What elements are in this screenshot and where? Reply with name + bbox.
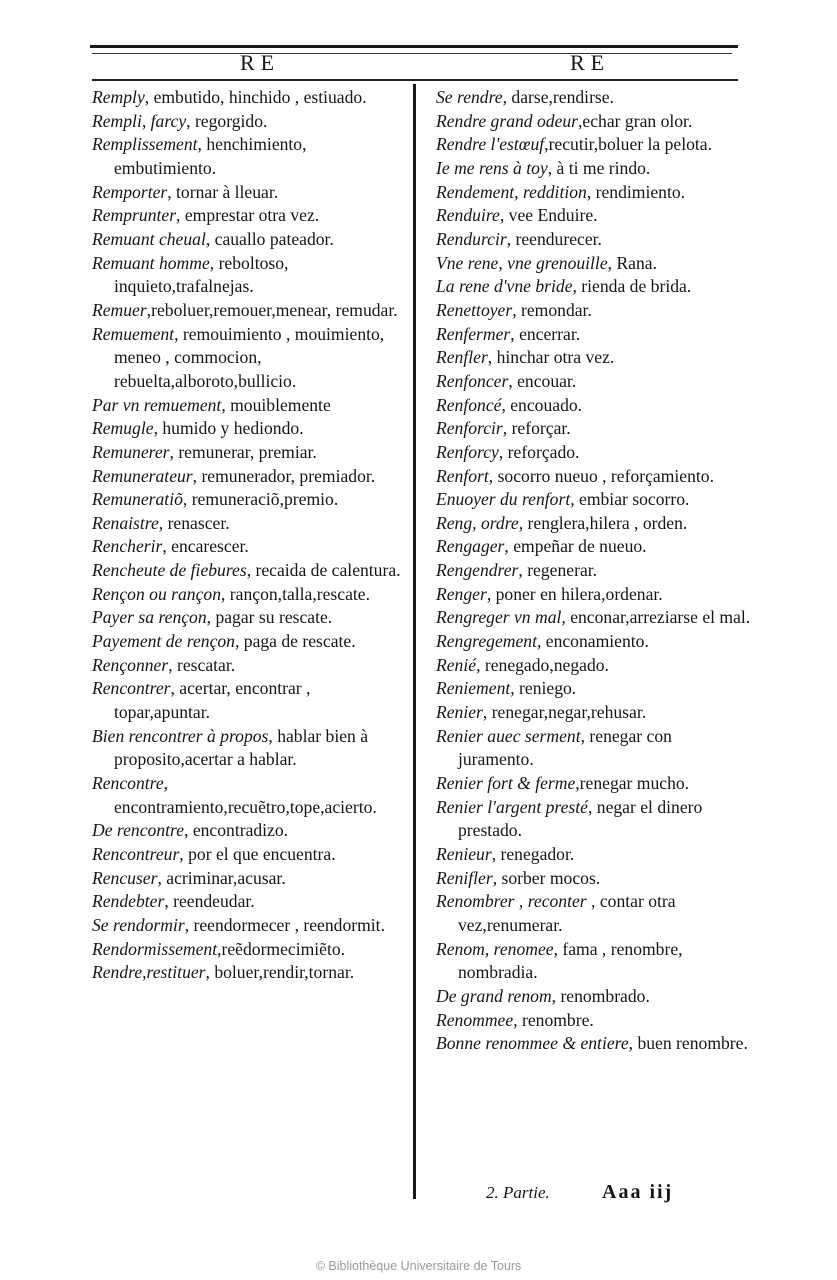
part-text: 2. Partie. [486,1183,550,1202]
dictionary-entry [92,488,408,512]
entry-headword: Renier [436,702,483,723]
dictionary-entry [436,654,752,678]
dictionary-entry [92,890,408,914]
entry-definition: , reforçado. [498,441,580,462]
entry-headword: Renfort [436,465,489,486]
entry-headword: Renifler [436,867,493,888]
entry-headword: Remuneratiõ [92,489,183,510]
entry-headword: Rendre l'estœuf [436,134,545,155]
entry-definition: , cauallo pateador. [205,228,334,249]
entry-definition: , fama , renombre, nombradia. [458,938,683,983]
entry-definition: , encouado. [501,394,583,415]
entry-definition: ,renegar mucho. [575,773,690,794]
dictionary-entry [436,1009,752,1033]
entry-headword: Remprunter [92,205,177,226]
entry-headword: Remunerer [92,441,170,462]
entry-headword: Renfoncer [436,370,509,391]
entry-headword: Bien rencontrer à propos [92,725,269,746]
dictionary-entry [92,204,408,228]
dictionary-entry [92,630,408,654]
entry-definition: , reboltoso, inquieto,trafalnejas. [114,252,289,297]
entry-headword: Renger [436,583,487,604]
entry-definition: , humido y hediondo. [153,418,304,439]
entry-headword: Renombrer , reconter [436,891,587,912]
entry-definition: , encontramiento,recuẽtro,tope,acierto. [114,773,377,817]
column-divider [413,84,416,1199]
entry-definition: , darse,rendirse. [502,87,614,107]
entry-headword: Rençonner [92,654,169,675]
entry-headword: Remporter [92,181,168,202]
entry-headword: Rencontre [92,773,164,794]
dictionary-entry [92,394,408,418]
dictionary-entry [436,252,752,276]
entry-headword: Rendre grand odeur [436,110,579,131]
dictionary-entry [436,559,752,583]
entry-headword: Rencuser [92,867,158,888]
entry-definition: ,reboluer,remouer,menear, remudar. [146,299,398,320]
entry-headword: Remuer [92,299,147,320]
dictionary-entry [92,914,408,938]
entry-headword: De rencontre [92,820,185,841]
entry-definition: , renegado,negado. [476,654,609,675]
dictionary-entry [92,417,408,441]
entry-headword: Rengreger vn mal [436,607,562,628]
dictionary-entry [92,299,408,323]
dictionary-entry [92,867,408,891]
entry-headword: Rençon ou rançon [92,583,221,604]
entry-headword: Bonne renommee & entiere [436,1033,629,1054]
dictionary-entry [436,488,752,512]
entry-headword: Rencherir [92,536,163,557]
entry-headword: Remuant homme [92,252,210,273]
dictionary-entry [92,86,408,110]
dictionary-entry [436,677,752,701]
entry-definition: , rançon,talla,rescate. [221,583,370,604]
entry-headword: De grand renom [436,985,552,1006]
entry-headword: Rencontrer [92,678,171,699]
entry-definition: , enconamiento. [536,631,649,652]
entry-definition: , à ti me rindo. [547,157,651,178]
entry-definition: , acriminar,acusar. [157,867,286,888]
entry-definition: , reendurecer. [506,228,602,249]
entry-headword: Rendement, reddition [436,181,587,202]
dictionary-entry [92,535,408,559]
entry-definition: , socorro nueuo , reforçamiento. [488,465,714,486]
entry-definition: , rienda de brida. [572,276,692,297]
entry-definition: , Rana. [607,252,657,273]
entry-headword: Rendre,restituer [92,962,206,983]
entry-headword: Rendurcir [436,228,507,249]
dictionary-entry [436,204,752,228]
entry-definition: , por el que encuentra. [179,844,336,864]
dictionary-entry [92,323,408,394]
dictionary-entry [436,630,752,654]
entry-definition: , embiar socorro. [570,489,690,510]
running-head-left: RE [240,50,281,75]
dictionary-entry [436,465,752,489]
entry-headword: Rengager [436,536,505,557]
dictionary-entry [436,299,752,323]
dictionary-entry [92,654,408,678]
dictionary-entry [92,465,408,489]
entry-headword: Renettoyer [436,299,513,320]
dictionary-entry [436,606,752,630]
entry-definition: , regorgido. [186,110,268,131]
entry-definition: , hinchar otra vez. [487,347,615,368]
dictionary-entry [436,181,752,205]
entry-definition: , mouiblemente [221,394,331,415]
entry-headword: Payement de rençon [92,631,235,652]
entry-definition: , embutido, hinchido , estiuado. [144,87,367,107]
header-rule [92,79,738,81]
entry-headword: Renier l'argent presté [436,796,588,817]
dictionary-entry [92,606,408,630]
entry-definition: , encouar. [508,370,577,391]
entry-headword: Remuant cheual [92,228,206,249]
entry-headword: Rendebter [92,891,165,912]
dictionary-entry [92,133,408,180]
entry-headword: Reng, ordre [436,512,519,533]
entry-definition: ,echar gran olor. [578,110,693,131]
entry-headword: Remply [92,87,145,107]
dictionary-entry [436,133,752,157]
entry-headword: Renforcy [436,441,499,462]
dictionary-entry [436,843,752,867]
dictionary-entry [436,441,752,465]
entry-definition: ,reẽdormecimiẽto. [217,938,346,959]
entry-headword: Rempli, farcy [92,110,187,131]
entry-headword: Renié [436,654,477,675]
dictionary-entry [436,867,752,891]
entry-headword: Renier fort & ferme [436,773,576,794]
entry-definition: , renegar,negar,rehusar. [482,702,647,723]
entry-definition: , empeñar de nueuo. [504,536,647,557]
dictionary-entry [436,110,752,134]
entry-definition: , encontradizo. [184,820,289,841]
entry-definition: , renombre. [513,1009,594,1030]
entry-headword: Renom, renomee [436,938,554,959]
dictionary-entry [92,228,408,252]
dictionary-entry [436,772,752,796]
dictionary-entry [436,583,752,607]
entry-definition: , buen renombre. [628,1033,748,1054]
entry-definition: , remunerador, premiador. [192,465,376,486]
dictionary-entry [92,843,408,867]
entry-definition: , regenerar. [518,560,598,581]
entry-definition: , tornar à lleuar. [167,181,279,202]
entry-definition: , encerrar. [510,323,581,344]
left-column [92,86,408,985]
entry-definition: , hablar bien à proposito,acertar a hablar. [114,725,369,770]
entry-headword: Rendormissement [92,938,218,959]
entry-headword: Renier auec serment [436,725,581,746]
entry-headword: Renommee [436,1009,514,1030]
entry-definition: , rescatar. [168,654,236,675]
entry-headword: La rene d'vne bride [436,276,573,297]
entry-definition: , recaida de calentura. [246,560,401,581]
entry-definition: , paga de rescate. [234,631,356,652]
dictionary-entry [436,890,752,937]
entry-definition: ,recutir,boluer la pelota. [544,134,712,155]
dictionary-entry [92,181,408,205]
entry-headword: Reniement [436,678,511,699]
entry-definition: , remunerar, premiar. [169,441,317,462]
dictionary-entry [92,725,408,772]
entry-headword: Renduire [436,205,500,226]
entry-definition: , negar el dinero prestado. [458,796,703,841]
dictionary-entry [436,535,752,559]
entry-definition: , enconar,arreziarse el mal. [561,607,751,628]
entry-headword: Payer sa rençon [92,607,207,628]
entry-definition: , rendimiento. [586,181,686,202]
entry-definition: , renglera,hilera , orden. [518,512,688,533]
entry-definition: , boluer,rendir,tornar. [205,962,355,983]
dictionary-entry [436,701,752,725]
dictionary-entry [92,512,408,536]
entry-definition: , remondar. [512,299,592,320]
entry-headword: Renfler [436,347,488,368]
library-credit: © Bibliothèque Universitaire de Tours [315,1259,522,1273]
entry-definition: , remuneraciõ,premio. [182,489,339,510]
entry-headword: Remugle [92,418,154,439]
right-column [436,86,752,1056]
entry-headword: Renforcir [436,418,503,439]
dictionary-entry [92,961,408,985]
dictionary-entry [92,819,408,843]
dictionary-entry [92,583,408,607]
entry-headword: Remunerateur [92,465,193,486]
dictionary-entry [436,346,752,370]
dictionary-entry [436,938,752,985]
entry-headword: Renfoncé [436,394,502,415]
entry-definition: , contar otra vez,renumerar. [458,891,676,935]
dictionary-entry [436,86,752,110]
entry-headword: Renieur [436,844,492,864]
signature-mark: Aaa iij [602,1181,674,1203]
entry-definition: , reendeudar. [164,891,255,912]
entry-definition: , acertar, encontrar , topar,apuntar. [114,678,311,723]
dictionary-entry [436,1032,752,1056]
entry-headword: Se rendormir [92,914,185,935]
entry-definition: , remouimiento , mouimiento, meneo , commocion, rebuelta,alboroto,bullicio. [114,323,385,391]
dictionary-entry [92,559,408,583]
entry-headword: Rencheute de fiebures [92,560,247,581]
entry-definition: , reforçar. [502,418,571,439]
entry-headword: Ie me rens à toy [436,157,548,178]
dictionary-entry [436,417,752,441]
dictionary-entry [436,228,752,252]
part-label [478,1183,550,1203]
entry-definition: , sorber mocos. [492,867,601,888]
entry-headword: Remuement [92,323,175,344]
dictionary-entry [436,985,752,1009]
entry-definition: , emprestar otra vez. [176,205,320,226]
entry-headword: Remplissement [92,134,198,155]
dictionary-entry [436,394,752,418]
entry-definition: , reniego. [510,678,577,699]
entry-headword: Vne rene, vne grenouille [436,252,608,273]
dictionary-entry [436,323,752,347]
dictionary-entry [436,370,752,394]
dictionary-entry [436,796,752,843]
entry-definition: , pagar su rescate. [206,607,333,628]
dictionary-entry [436,725,752,772]
entry-definition: , henchimiento, embutimiento. [114,134,307,178]
dictionary-entry [92,110,408,134]
entry-definition: , vee Enduire. [499,205,598,226]
entry-definition: , renascer. [158,512,230,533]
entry-definition: , renegador. [491,844,575,864]
dictionary-entry [92,772,408,819]
entry-definition: , renombrado. [551,985,650,1006]
entry-headword: Renaistre [92,512,159,533]
entry-headword: Se rendre [436,87,503,107]
dictionary-entry [92,938,408,962]
dictionary-entry [436,512,752,536]
entry-definition: , renegar con juramento. [458,725,672,770]
entry-definition: , reendormecer , reendormit. [184,914,385,935]
dictionary-entry [92,252,408,299]
entry-definition: , poner en hilera,ordenar. [486,583,663,604]
dictionary-entry [436,157,752,181]
entry-headword: Par vn remuement [92,394,222,415]
dictionary-entry [92,677,408,724]
top-rule-thin [92,53,732,54]
running-head-right: RE [570,50,611,75]
entry-headword: Rengendrer [436,560,519,581]
entry-headword: Renfermer [436,323,511,344]
dictionary-entry [436,275,752,299]
entry-headword: Rencontreur [92,844,180,864]
entry-definition: , encarescer. [162,536,249,557]
entry-headword: Enuoyer du renfort [436,489,571,510]
entry-headword: Rengregement [436,631,537,652]
top-rule [90,45,738,48]
dictionary-entry [92,441,408,465]
